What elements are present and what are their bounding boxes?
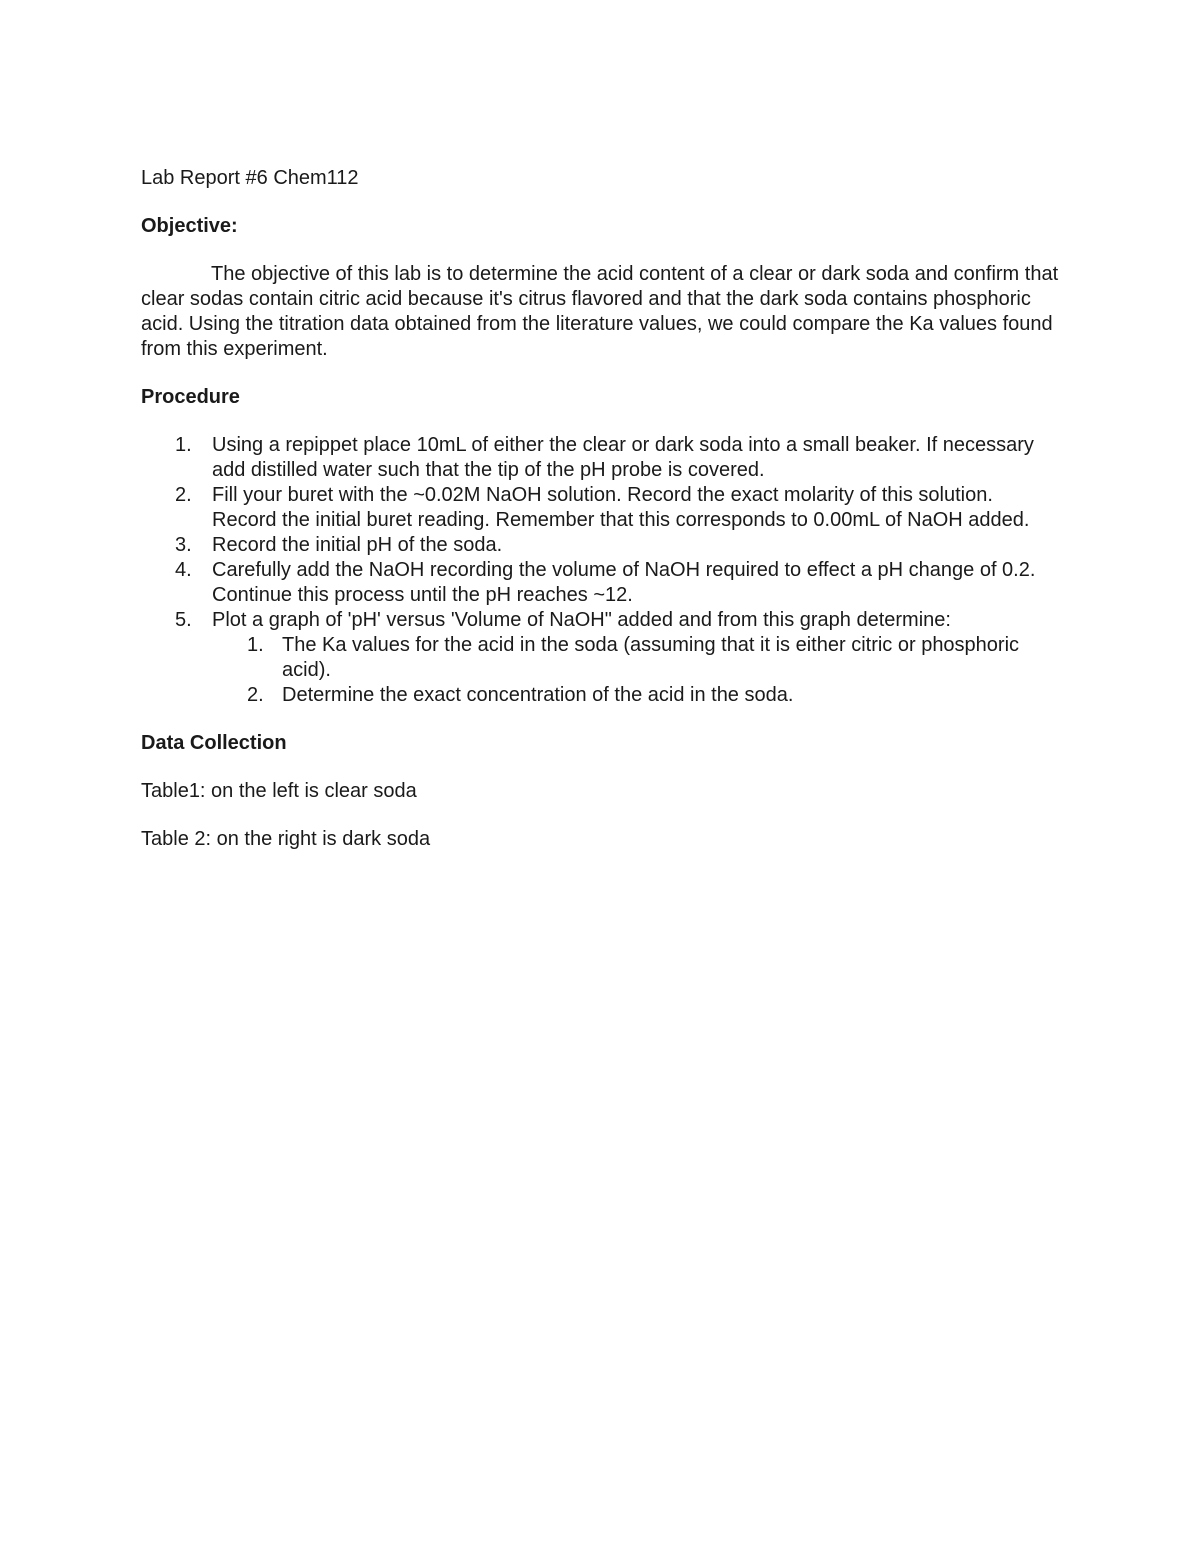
procedure-heading: Procedure — [141, 386, 240, 408]
document-body — [141, 166, 1061, 852]
step-text: Plot a graph of 'pH' versus 'Volume of NaOH" added and from this graph determine: — [212, 609, 951, 631]
procedure-substep-2 — [212, 683, 1061, 708]
step-number: 2. — [175, 484, 192, 506]
procedure-list — [141, 433, 1061, 708]
substep-number: 2. — [247, 684, 264, 706]
data-collection-heading: Data Collection — [141, 732, 287, 754]
procedure-step-4 — [141, 558, 1061, 608]
document-title: Lab Report #6 Chem112 — [141, 167, 359, 189]
procedure-step-1 — [141, 433, 1061, 483]
substep-text: Determine the exact concentration of the acid in the soda. — [282, 684, 794, 706]
table2-caption: Table 2: on the right is dark soda — [141, 828, 431, 850]
procedure-substep-1 — [212, 633, 1061, 683]
procedure-step-3 — [141, 533, 1061, 558]
step-number: 3. — [175, 534, 192, 556]
substep-text: The Ka values for the acid in the soda (assuming that it is either citric or phosphoric acid). — [282, 634, 1020, 681]
step-text: Using a repippet place 10mL of either the clear or dark soda into a small beaker. If necessary add distilled water such that the tip of the pH probe is covered. — [212, 434, 1034, 481]
procedure-step-2 — [141, 483, 1061, 533]
table1-caption: Table1: on the left is clear soda — [141, 780, 417, 802]
step-text: Record the initial pH of the soda. — [212, 534, 503, 556]
step-number: 1. — [175, 434, 192, 456]
step-text: Fill your buret with the ~0.02M NaOH solution. Record the exact molarity of this solution. Record the initial buret reading. Remember that this corresponds to 0.00mL of NaOH added. — [212, 484, 1030, 531]
step-text: Carefully add the NaOH recording the volume of NaOH required to effect a pH change of 0.2. Continue this process until the pH reaches ~12. — [212, 559, 1036, 606]
objective-heading: Objective: — [141, 215, 238, 237]
objective-paragraph: The objective of this lab is to determine the acid content of a clear or dark soda and confirm that clear sodas contain citric acid because it's citrus flavored and that the dark soda contains phosphoric acid. Using the titration data obtained from the literature values, we could compare the Ka values found from this experiment. — [141, 263, 1059, 360]
step-number: 4. — [175, 559, 192, 581]
step-number: 5. — [175, 609, 192, 631]
substep-number: 1. — [247, 634, 264, 656]
procedure-step-5 — [141, 608, 1061, 708]
procedure-substep-list — [212, 633, 1061, 708]
